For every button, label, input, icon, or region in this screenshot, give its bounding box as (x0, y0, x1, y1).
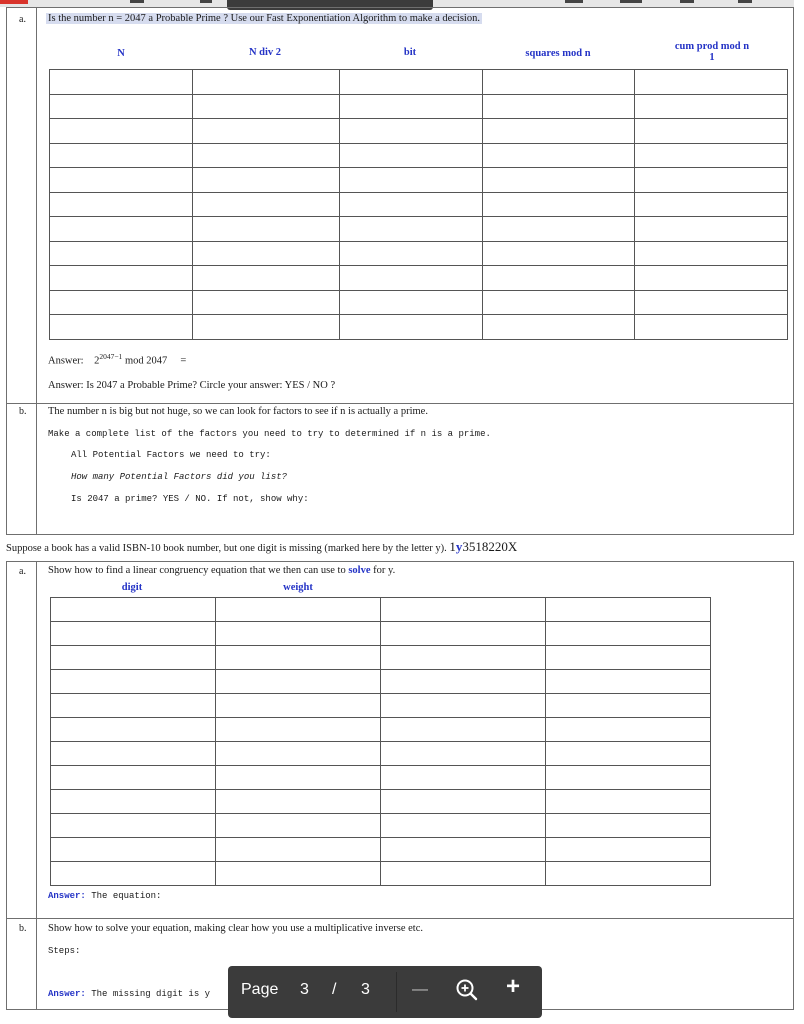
table-cell (193, 70, 340, 95)
table-cell (340, 241, 483, 266)
table-cell (50, 119, 193, 144)
isbn-tail: 3518220X (462, 539, 518, 554)
table-row (51, 862, 711, 886)
table-cell (381, 598, 546, 622)
page-label: Page (241, 981, 279, 998)
part1-a-label: a. (19, 14, 26, 25)
strip-mark (680, 0, 694, 3)
page-right-margin (794, 0, 804, 1024)
table-cell (50, 315, 193, 340)
part1-b-text: The number n is big but not huge, so we can look for factors to see if n is actually a prime. (48, 406, 428, 417)
table-cell (483, 217, 635, 242)
table-row (50, 70, 788, 95)
part2-answer2-text: The missing digit is y (91, 989, 211, 999)
table-cell (546, 718, 711, 742)
top-strip (0, 0, 804, 7)
table-cell (51, 766, 216, 790)
table-cell (50, 290, 193, 315)
table-cell (381, 790, 546, 814)
zoom-out-button[interactable]: — (412, 981, 428, 998)
table-cell (340, 192, 483, 217)
table-cell (381, 742, 546, 766)
table-row (51, 598, 711, 622)
table-cell (381, 694, 546, 718)
table-cell (381, 718, 546, 742)
table-cell (381, 670, 546, 694)
magnifier-plus-icon (454, 977, 480, 1003)
table-cell (483, 192, 635, 217)
table-cell (340, 168, 483, 193)
table-cell (50, 143, 193, 168)
table-row (50, 192, 788, 217)
answer1-eq: = (180, 355, 187, 367)
table-cell (381, 814, 546, 838)
table-cell (216, 742, 381, 766)
table-cell (546, 598, 711, 622)
table-row (50, 94, 788, 119)
table-cell (216, 814, 381, 838)
part2-answer2-line (48, 989, 210, 999)
table-cell (483, 266, 635, 291)
table-cell (546, 646, 711, 670)
table-row (50, 266, 788, 291)
table-cell (193, 217, 340, 242)
table-cell (381, 838, 546, 862)
top-dark-tab (227, 0, 433, 10)
table-cell (635, 168, 788, 193)
table-row (51, 766, 711, 790)
total-pages: 3 (361, 981, 370, 998)
table-cell (193, 143, 340, 168)
current-page-number[interactable]: 3 (300, 981, 309, 998)
answer2-line: Answer: Is 2047 a Probable Prime? Circle your answer: YES / NO ? (48, 380, 336, 391)
zoom-fit-button[interactable] (454, 977, 480, 1003)
table-cell (50, 217, 193, 242)
table-row (50, 315, 788, 340)
table-cell (635, 290, 788, 315)
strip-mark (738, 0, 752, 3)
part2-a-label: a. (19, 566, 26, 577)
table-cell (635, 217, 788, 242)
table-cell (51, 694, 216, 718)
table-cell (50, 94, 193, 119)
table-cell (193, 290, 340, 315)
table-cell (546, 790, 711, 814)
table-cell (340, 266, 483, 291)
zoom-in-button[interactable]: + (506, 973, 521, 1000)
table-cell (546, 742, 711, 766)
table-row (50, 241, 788, 266)
part1-b-mono3: How many Potential Factors did you list? (71, 472, 288, 482)
strip-mark (200, 0, 212, 3)
table-cell (340, 119, 483, 144)
table-cell (635, 266, 788, 291)
table-cell (483, 241, 635, 266)
table-cell (483, 168, 635, 193)
table-cell (51, 622, 216, 646)
strip-mark (620, 0, 642, 3)
table-cell (216, 790, 381, 814)
app-accent (0, 0, 28, 4)
table-cell (51, 646, 216, 670)
col-header-cumprod (662, 41, 762, 63)
col-header-digit: digit (121, 582, 143, 593)
table-row (51, 742, 711, 766)
table-cell (50, 241, 193, 266)
table-cell (635, 119, 788, 144)
table-cell (546, 670, 711, 694)
table-cell (216, 862, 381, 886)
part1-b-mono4: Is 2047 a prime? YES / NO. If not, show why: (71, 494, 309, 504)
table-cell (193, 94, 340, 119)
answer1-base: 2 (94, 355, 100, 367)
table-row (50, 168, 788, 193)
table-cell (50, 70, 193, 95)
table-cell (340, 315, 483, 340)
table-cell (51, 598, 216, 622)
table-cell (483, 94, 635, 119)
table-row (51, 718, 711, 742)
table-cell (381, 766, 546, 790)
table-row (50, 119, 788, 144)
isbn-intro (6, 539, 517, 555)
part2-answer-text: The equation: (91, 891, 162, 901)
table-row (51, 814, 711, 838)
col-header-n: N (117, 48, 125, 59)
table-cell (340, 217, 483, 242)
strip-mark (130, 0, 144, 3)
table-cell (51, 742, 216, 766)
table-cell (546, 838, 711, 862)
part2-answer-label: Answer: (48, 891, 86, 901)
table-row (51, 838, 711, 862)
table-row (51, 670, 711, 694)
part2-answer2-label: Answer: (48, 989, 86, 999)
table-row (51, 622, 711, 646)
isbn-table (50, 597, 711, 886)
table-cell (193, 168, 340, 193)
isbn-missing-digit: y (455, 539, 463, 554)
table-cell (50, 266, 193, 291)
table-cell (216, 598, 381, 622)
table-cell (51, 670, 216, 694)
table-cell (546, 622, 711, 646)
table-cell (51, 814, 216, 838)
part1-question: Is the number n = 2047 a Probable Prime ? Use our Fast Exponentiation Algorithm to make a decision. (48, 13, 480, 24)
table-cell (340, 94, 483, 119)
table-cell (546, 814, 711, 838)
table-cell (51, 718, 216, 742)
table-cell (51, 790, 216, 814)
answer1-exponent: 2047−1 (99, 352, 123, 361)
table-cell (50, 192, 193, 217)
part2-b-text: Show how to solve your equation, making clear how you use a multiplicative inverse etc. (48, 923, 423, 934)
page-separator: / (332, 981, 337, 998)
table-cell (546, 862, 711, 886)
col-header-weight: weight (283, 582, 313, 593)
part2-a-solve: solve (348, 565, 371, 576)
table-cell (635, 241, 788, 266)
table-cell (483, 143, 635, 168)
table-cell (635, 315, 788, 340)
table-row (51, 646, 711, 670)
table-cell (50, 168, 193, 193)
part2-a-text-post: for y. (373, 565, 396, 576)
part2-a-text (48, 565, 395, 576)
table-cell (381, 622, 546, 646)
isbn-lead: 1 (449, 539, 456, 554)
part2-steps: Steps: (48, 946, 81, 956)
table-cell (546, 694, 711, 718)
isbn-intro-text: Suppose a book has a valid ISBN-10 book number, but one digit is missing (marked here by the letter y). (6, 543, 447, 554)
table-cell (193, 119, 340, 144)
table-cell (381, 646, 546, 670)
table-cell (193, 315, 340, 340)
part2-answer-line (48, 891, 161, 901)
table-row (51, 694, 711, 718)
part1-b-label: b. (19, 406, 27, 417)
table-cell (340, 290, 483, 315)
table-cell (216, 766, 381, 790)
fast-exp-table (49, 69, 788, 340)
table-cell (635, 94, 788, 119)
table-cell (340, 143, 483, 168)
answer1-prefix: Answer: (48, 355, 84, 367)
table-cell (546, 766, 711, 790)
table-cell (193, 192, 340, 217)
part2-a-text-pre: Show how to find a linear congruency equation that we then can use to (48, 565, 346, 576)
col-header-cumprod-label: cum prod mod n (674, 41, 750, 52)
table-cell (340, 70, 483, 95)
table-cell (216, 670, 381, 694)
table-cell (216, 646, 381, 670)
table-row (51, 790, 711, 814)
table-cell (51, 862, 216, 886)
part2-b-label: b. (19, 923, 27, 934)
table-row (50, 290, 788, 315)
table-cell (51, 838, 216, 862)
part1-b-mono1: Make a complete list of the factors you need to try to determined if n is a prime. (48, 429, 491, 439)
table-row (50, 143, 788, 168)
answer1-mod: mod 2047 (124, 355, 168, 367)
pdf-page-toolbar (228, 966, 542, 1018)
table-cell (483, 315, 635, 340)
table-cell (216, 694, 381, 718)
table-cell (483, 290, 635, 315)
part1-b-mono2: All Potential Factors we need to try: (71, 450, 271, 460)
table-cell (635, 70, 788, 95)
table-cell (193, 241, 340, 266)
table-cell (483, 119, 635, 144)
col-header-squares: squares mod n (525, 48, 591, 59)
table-cell (216, 622, 381, 646)
answer1-line (48, 352, 186, 367)
table-cell (635, 143, 788, 168)
table-row (50, 217, 788, 242)
table-cell (193, 266, 340, 291)
col-header-bit: bit (403, 47, 417, 58)
cum-prod-initial: 1 (709, 52, 715, 63)
toolbar-separator (396, 972, 397, 1012)
table-cell (483, 70, 635, 95)
table-cell (216, 718, 381, 742)
table-cell (381, 862, 546, 886)
strip-mark (565, 0, 583, 3)
table-cell (216, 838, 381, 862)
table-cell (635, 192, 788, 217)
col-header-ndiv2: N div 2 (248, 47, 282, 58)
